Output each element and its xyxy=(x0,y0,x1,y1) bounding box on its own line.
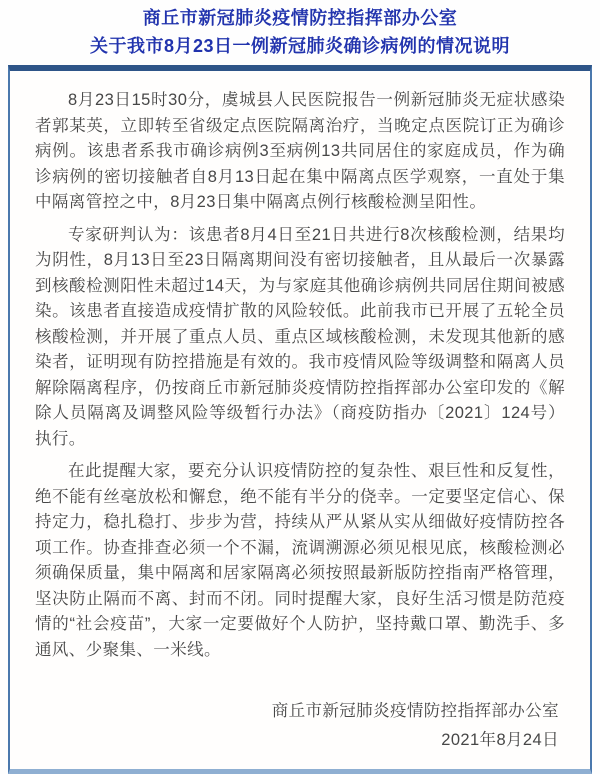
signature-date: 2021年8月24日 xyxy=(441,731,559,749)
paragraph-expert-assessment: 专家研判认为：该患者8月4日至21日共进行8次核酸检测，结果均为阴性，8月13日至23日隔离期间没有密切接触者，且从最后一次暴露到核酸检测阳性未超过14天，为与家庭其他确诊病例共同居住期间被感染。该患者直接造成疫情扩散的风险较低。此前我市已开展了五轮全员核酸检测，并开展了重点人员、重点区域核酸检测，未发现其他新的感染者，证明现有防控措施是有效的。我市疫情风险等级调整和隔离人员解除隔离程序，仍按商丘市新冠肺炎疫情防控指挥部办公室印发的《解除人员隔离及调整风险等级暂行办法》（商疫防指办〔2021〕124号）执行。 xyxy=(35,225,565,448)
page-title-line-1: 商丘市新冠肺炎疫情防控指挥部办公室 xyxy=(142,8,458,28)
signature-org: 商丘市新冠肺炎疫情防控指挥部办公室 xyxy=(271,702,559,720)
notice-box xyxy=(8,65,592,774)
page-title-line-2: 关于我市8月23日一例新冠肺炎确诊病例的情况说明 xyxy=(89,36,511,56)
paragraph-public-reminder: 在此提醒大家，要充分认识疫情防控的复杂性、艰巨性和反复性，绝不能有丝毫放松和懈怠，绝不能有半分的侥幸。一定要坚定信心、保持定力，稳扎稳打、步步为营，持续从严从紧从实从细做好疫情防控各项工作。协查排查必须一个不漏，流调溯源必须见根见底，核酸检测必须确保质量，集中隔离和居家隔离必须按照最新版防控指南严格管理，坚决防止隔而不离、封而不闭。同时提醒大家，良好生活习惯是防范疫情的“社会疫苗”，大家一定要做好个人防护，坚持戴口罩、勤洗手、多通风、少聚集、一米线。 xyxy=(35,462,565,659)
announcement-header xyxy=(0,0,600,60)
signature-block xyxy=(35,697,565,755)
paragraph-case-report: 8月23日15时30分，虞城县人民医院报告一例新冠肺炎无症状感染者郭某英，立即转至省级定点医院隔离治疗，当晚定点医院订正为确诊病例。该患者系我市确诊病例3至病例13共同居住的家庭成员，作为确诊病例的密切接触者自8月13日起在集中隔离点医学观察，一直处于集中隔离管控之中，8月23日集中隔离点例行核酸检测呈阳性。 xyxy=(35,91,565,211)
